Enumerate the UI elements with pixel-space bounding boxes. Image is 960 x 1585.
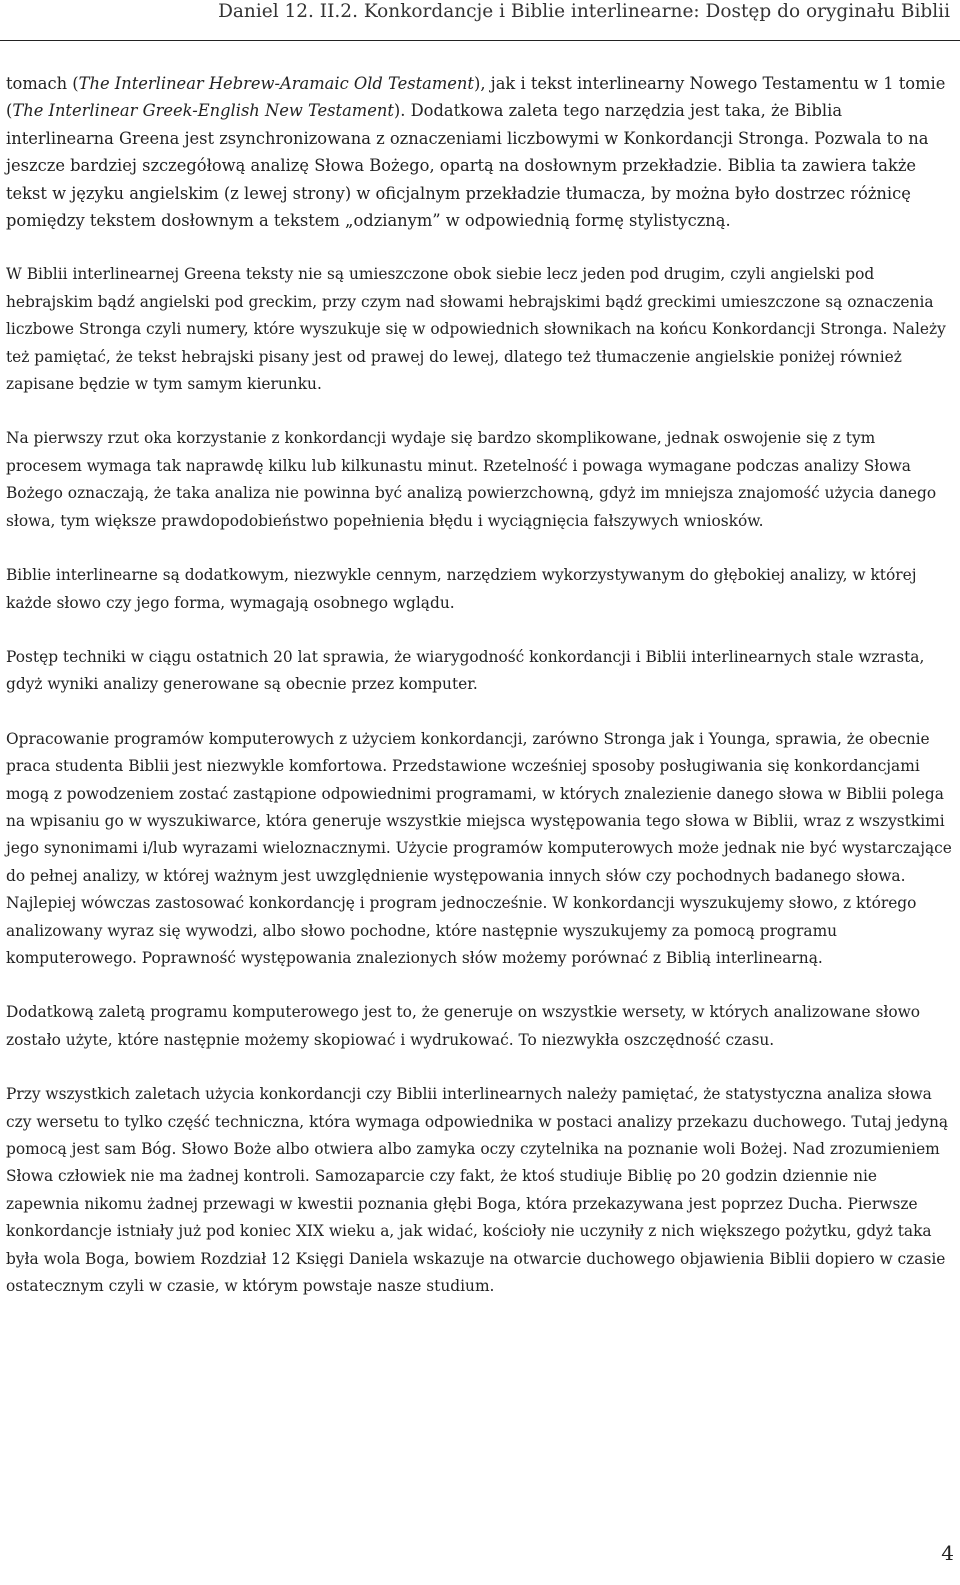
- paragraph-2: W Biblii interlinearnej Greena teksty nie są umieszczone obok siebie lecz jeden pod drugim, czyli angielski pod hebrajskim bądź angielski pod greckim, przy czym nad słowami hebrajskimi bądź greckimi umieszczone są oznaczenia liczbowe Stronga czyli numery, które wyszukuje się w odpowiednich słownikach na końcu Konkordancji Stronga. Należy też pamiętać, że tekst hebrajski pisany jest od prawej do lewej, dlatego też tłumaczenie angielskie poniżej również zapisane będzie w tym samym kierunku.: [6, 265, 946, 394]
- header-rule: [0, 40, 960, 41]
- paragraph-5: Postęp techniki w ciągu ostatnich 20 lat sprawia, że wiarygodność konkordancji i Biblii interlinearnych stale wzrasta, gdyż wyniki analizy generowane są obecnie przez komputer.: [6, 647, 925, 694]
- paragraph-4: Biblie interlinearne są dodatkowym, niezwykle cennym, narzędziem wykorzystywanym do głębokiej analizy, w której każde słowo czy jego forma, wymagają osobnego wglądu.: [6, 566, 917, 612]
- paragraph-6: Opracowanie programów komputerowych z użyciem konkordancji, zarówno Stronga jak i Younga, sprawia, że obecnie praca studenta Biblii jest niezwykle komfortowa. Przedstawione wcześniej sposoby posługiwania się konkordancjami mogą z powodzeniem zostać zastąpione odpowiednimi programami, w których znalezienie danego słowa w Biblii polega na wpisaniu go w wyszukiwarce, która generuje wszystkie miejsca występowania tego słowa w Biblii, wraz z wszystkimi jego synonimami i/lub wyrazami wieloznacznymi. Użycie programów komputerowych może jednak nie być wystarczające do pełnej analizy, w której ważnym jest uwzględnienie występowania innych słów czy pochodnych badanego słowa. Najlepiej wówczas zastosować konkordancję i program jednocześnie. W konkordancji wyszukujemy słowo, z którego analizowany wyraz się wywodzi, albo słowo pochodne, które następnie wyszukujemy za pomocą programu komputerowego. Poprawność występowania znalezionych słów możemy porównać z Biblią interlinearną.: [6, 729, 952, 967]
- book-title-ot: The Interlinear Hebrew-Aramaic Old Testament: [78, 74, 474, 93]
- running-header: Daniel 12. II.2. Konkordancje i Biblie interlinearne: Dostęp do oryginału Biblii: [218, 1, 950, 22]
- page-number: 4: [941, 1541, 954, 1565]
- paragraph-8: Przy wszystkich zaletach użycia konkordancji czy Biblii interlinearnych należy pamiętać, że statystyczna analiza słowa czy wersetu to tylko część techniczna, która wymaga odpowiednika w postaci analizy przekazu duchowego. Tutaj jedyną pomocą jest sam Bóg. Słowo Boże albo otwiera albo zamyka oczy czytelnika na poznanie woli Bożej. Nad zrozumieniem Słowa człowiek nie ma żadnej kontroli. Samozaparcie czy fakt, że ktoś studiuje Biblię po 20 godzin dziennie nie zapewnia nikomu żadnej przewagi w kwestii poznania głębi Boga, która przekazywana jest poprzez Ducha. Pierwsze konkordancje istniały już pod koniec XIX wieku a, jak widać, kościoły nie uczyniły z nich większego pożytku, gdyż taka była wola Boga, bowiem Rozdział 12 Księgi Daniela wskazuje na otwarcie duchowego objawienia Biblii dopiero w czasie ostatecznym czyli w czasie, w którym powstaje nasze studium.: [6, 1085, 949, 1296]
- paragraph-3: Na pierwszy rzut oka korzystanie z konkordancji wydaje się bardzo skomplikowane, jednak oswojenie się z tym procesem wymaga tak naprawdę kilku lub kilkunastu minut. Rzetelność i powaga wymagane podczas analizy Słowa Bożego oznaczają, że taka analiza nie powinna być analizą powierzchowną, gdyż im mniejsza znajomość użycia danego słowa, tym większe prawdopodobieństwo popełnienia błędu i wyciągnięcia fałszywych wniosków.: [6, 429, 937, 530]
- book-title-nt: The Interlinear Greek-English New Testament: [12, 101, 394, 121]
- body-text: [6, 70, 954, 1300]
- paragraph-1: [6, 70, 954, 234]
- p1-text-b: ), jak i tekst interlinearny Nowego Testamentu w 1 tomie (: [6, 74, 946, 121]
- p1-text-a: tomach (: [6, 74, 79, 93]
- paragraph-7: Dodatkową zaletą programu komputerowego jest to, że generuje on wszystkie wersety, w których analizowane słowo zostało użyte, które następnie możemy skopiować i wydrukować. To niezwykła oszczędność czasu.: [6, 1003, 921, 1049]
- p1-text-c: ). Dodatkowa zaleta tego narzędzia jest taka, że Biblia interlinearna Greena jest zsynchronizowana z oznaczeniami liczbowymi w Konkordancji Stronga. Pozwala to na jeszcze bardziej szczegółową analizę Słowa Bożego, opartą na dosłownym przekładzie. Biblia ta zawiera także tekst w języku angielskim (z lewej strony) w oficjalnym przekładzie tłumacza, by można było dostrzec różnicę pomiędzy tekstem dosłownym a tekstem „odzianym” w odpowiednią formę stylistyczną.: [6, 101, 929, 231]
